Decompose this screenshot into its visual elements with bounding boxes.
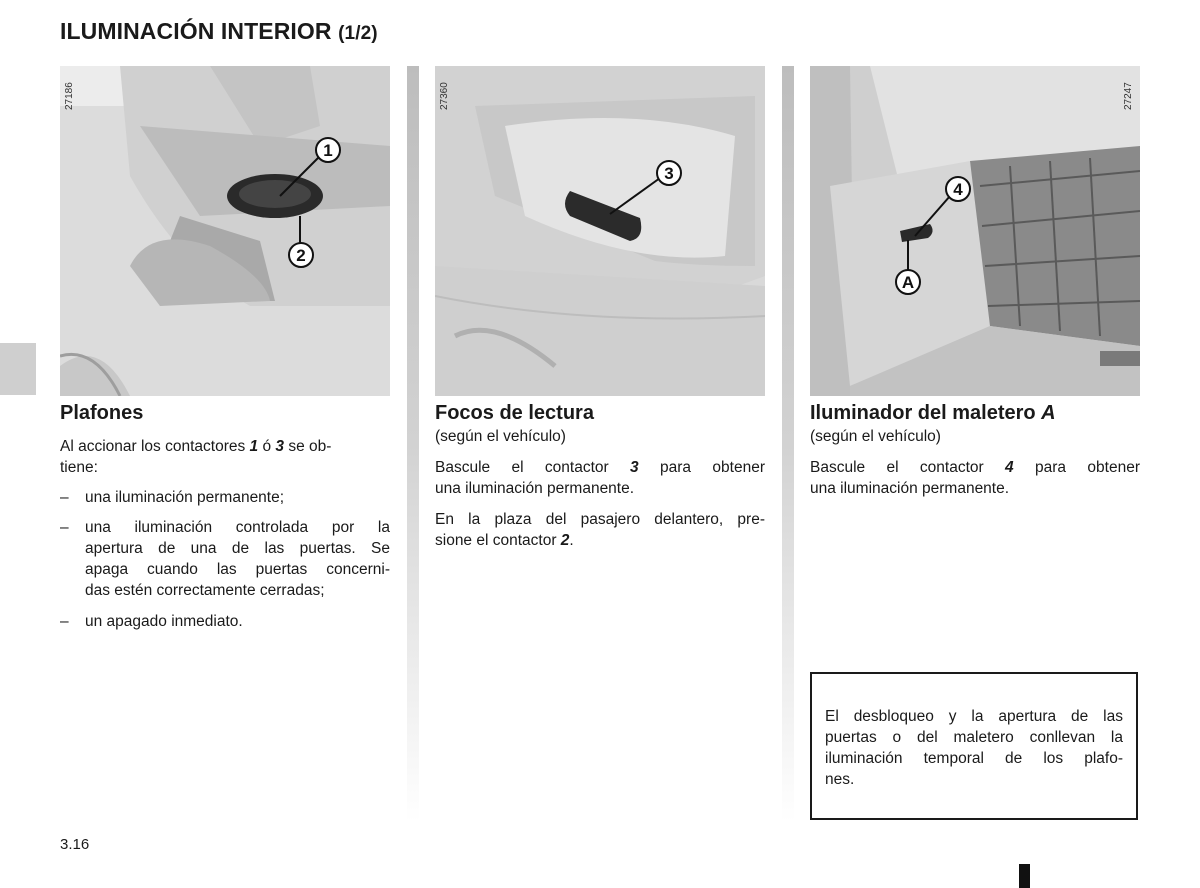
svg-text:A: A (901, 273, 915, 292)
section-heading-plafones: Plafones (60, 402, 144, 424)
column-divider (407, 66, 419, 822)
callout-2 (289, 243, 313, 267)
note-box (810, 672, 1138, 820)
section-tab (0, 343, 36, 395)
svg-text:2: 2 (296, 246, 306, 265)
callout-4 (946, 177, 970, 201)
section-heading-maletero: Iluminador del maletero A (810, 402, 1056, 424)
figure-code: 27186 (64, 82, 75, 110)
focos-paragraph-1: Bascule el contactor 3 para obtener una iluminación permanente. (435, 459, 765, 497)
plafones-intro: Al accionar los contactores 1 ó 3 se ob- tiene: (60, 438, 332, 476)
svg-text:3: 3 (664, 164, 674, 183)
list-item: – un apagado inmediato. (60, 613, 243, 630)
svg-text:1: 1 (323, 141, 333, 160)
callout-a (896, 270, 920, 294)
section-heading-focos: Focos de lectura (435, 402, 594, 424)
page-number: 3.16 (60, 836, 90, 853)
reading-light-illustration (435, 66, 765, 396)
svg-text:4: 4 (953, 180, 963, 199)
figure-ceiling-lights (60, 66, 390, 396)
figure-code: 27247 (1123, 82, 1134, 110)
page-title-main: ILUMINACIÓN INTERIOR (60, 18, 332, 44)
note-text: El desbloqueo y la apertura de las puertas o del maletero conllevan la iluminación temporal de los plafo- nes. (825, 708, 1123, 788)
list-item: – una iluminación permanente; (60, 489, 285, 506)
ceiling-lights-illustration (60, 66, 390, 396)
callout-3 (657, 161, 681, 185)
column-divider (782, 66, 794, 822)
trunk-light-illustration (810, 66, 1140, 396)
callout-1 (316, 138, 340, 162)
corner-mark (1019, 864, 1030, 888)
figure-trunk-light (810, 66, 1140, 396)
list-item: – una iluminación controlada por la apertura de una de las puertas. Se apaga cuando las puertas concerni- das estén correctamente cerradas; (60, 519, 390, 599)
section-subheading: (según el vehículo) (810, 428, 941, 445)
maletero-paragraph: Bascule el contactor 4 para obtener una iluminación permanente. (810, 459, 1140, 497)
figure-reading-lights (435, 66, 765, 396)
page-title (60, 18, 378, 45)
section-subheading: (según el vehículo) (435, 428, 566, 445)
figure-code: 27360 (439, 82, 450, 110)
page-title-part: (1/2) (338, 23, 378, 44)
focos-paragraph-2: En la plaza del pasajero delantero, pre- sione el contactor 2. (435, 511, 765, 549)
